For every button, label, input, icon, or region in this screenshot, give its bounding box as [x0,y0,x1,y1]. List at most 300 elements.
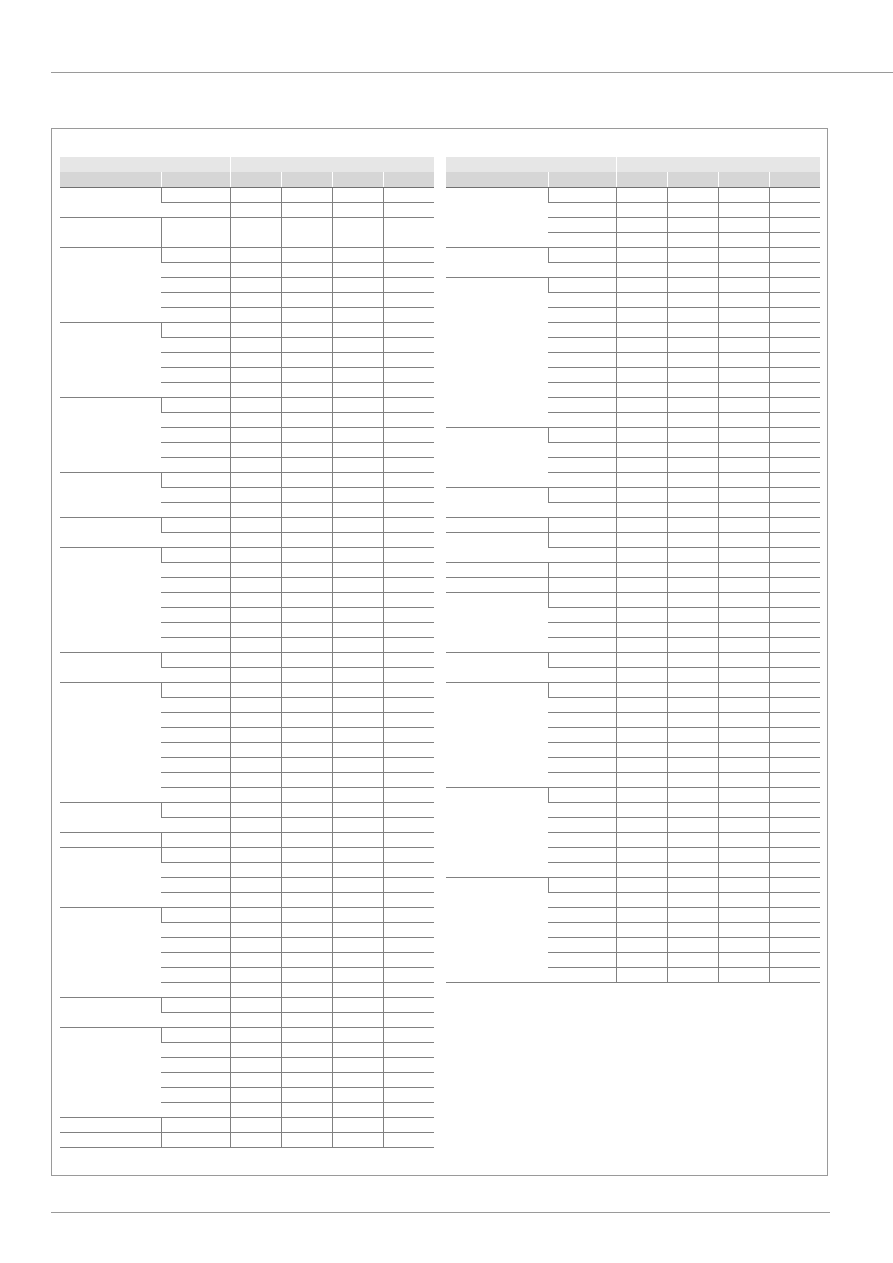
table-cell [548,577,616,592]
table-cell [667,322,718,337]
table-cell [383,547,434,562]
table-cell [548,367,616,382]
table-cell [616,772,667,787]
table-cell [281,832,332,847]
table-cell [161,382,230,397]
table-row [446,187,820,202]
table-cell [769,307,820,322]
table-right [446,157,820,983]
table-cell [230,457,281,472]
table-cell [161,847,230,862]
header-row-columns [60,172,434,187]
table-cell [769,322,820,337]
header-group-cell [446,157,616,172]
table-cell [718,802,769,817]
table-cell [616,247,667,262]
table-cell [383,277,434,292]
table-cell [769,862,820,877]
table-row [60,1027,434,1042]
table-cell [161,517,230,532]
table-cell [548,907,616,922]
table-cell [281,1117,332,1132]
table-cell [667,397,718,412]
table-cell [230,397,281,412]
table-cell [548,457,616,472]
table-cell [616,577,667,592]
table-cell [332,517,383,532]
table-cell [281,547,332,562]
table-cell [769,592,820,607]
table-row [446,787,820,802]
table-cell [769,352,820,367]
table-cell [161,937,230,952]
table-cell [548,307,616,322]
table-cell [548,787,616,802]
table-cell [332,607,383,622]
table-cell [769,802,820,817]
table-cell [332,922,383,937]
table-cell [548,292,616,307]
table-cell [230,622,281,637]
table-cell [332,487,383,502]
table-cell [718,697,769,712]
table-cell [161,292,230,307]
table-cell [616,862,667,877]
table-cell [769,187,820,202]
table-cell [230,727,281,742]
column-header [332,172,383,187]
table-cell [230,1102,281,1117]
table-cell [667,427,718,442]
table-cell [769,622,820,637]
table-cell [616,787,667,802]
table-cell [383,412,434,427]
table-cell [230,532,281,547]
table-cell [718,547,769,562]
group-label-cell [60,832,161,847]
table-cell [230,277,281,292]
header-group-cell [230,157,434,172]
table-cell [383,1072,434,1087]
table-cell [718,412,769,427]
table-cell [161,457,230,472]
table-cell [281,607,332,622]
table-row [60,1117,434,1132]
table-cell [718,457,769,472]
table-cell [383,982,434,997]
table-cell [332,982,383,997]
table-cell [281,712,332,727]
table-cell [281,1012,332,1027]
table-cell [332,187,383,202]
table-cell [548,652,616,667]
table-cell [281,457,332,472]
group-label-cell [60,217,161,247]
table-cell [548,832,616,847]
table-row [60,547,434,562]
table-cell [718,217,769,232]
table-cell [161,922,230,937]
table-cell [383,367,434,382]
table-cell [667,697,718,712]
table-cell [161,757,230,772]
group-label-cell [60,682,161,802]
table-cell [383,517,434,532]
table-cell [161,1042,230,1057]
table-cell [332,472,383,487]
table-cell [161,202,230,217]
table-cell [161,607,230,622]
table-cell [718,622,769,637]
column-header [616,172,667,187]
table-cell [548,427,616,442]
table-cell [667,277,718,292]
table-cell [383,727,434,742]
table-cell [332,322,383,337]
group-label-cell [446,877,548,982]
table-cell [718,787,769,802]
table-cell [161,262,230,277]
table-cell [332,292,383,307]
table-cell [769,832,820,847]
table-cell [548,607,616,622]
table-cell [281,472,332,487]
table-cell [616,622,667,637]
table-cell [616,382,667,397]
table-cell [667,862,718,877]
table-cell [548,967,616,982]
table-cell [667,832,718,847]
table-cell [769,877,820,892]
table-cell [161,1087,230,1102]
table-cell [667,892,718,907]
group-label-cell [60,472,161,517]
table-cell [332,1087,383,1102]
table-body [60,187,434,1147]
table-row [60,322,434,337]
table-cell [161,817,230,832]
table-cell [281,1087,332,1102]
table-cell [230,472,281,487]
table-row [60,247,434,262]
table-cell [161,907,230,922]
table-cell [769,742,820,757]
table-cell [383,397,434,412]
table-cell [667,742,718,757]
table-cell [161,187,230,202]
table-cell [667,607,718,622]
table-cell [548,952,616,967]
table-cell [548,697,616,712]
table-cell [616,727,667,742]
table-cell [383,712,434,727]
table-cell [383,997,434,1012]
table-left [60,157,434,1148]
table-cell [332,382,383,397]
table-cell [332,997,383,1012]
table-cell [548,937,616,952]
table-cell [616,517,667,532]
table-cell [281,577,332,592]
table-cell [161,397,230,412]
table-cell [332,337,383,352]
table-cell [667,382,718,397]
header-row-top [60,157,434,172]
table-row [446,577,820,592]
table-cell [616,352,667,367]
table-cell [230,1042,281,1057]
table-cell [616,952,667,967]
table-cell [332,652,383,667]
table-row [60,682,434,697]
table-cell [281,622,332,637]
table-cell [230,607,281,622]
table-cell [230,487,281,502]
table-cell [281,442,332,457]
table-cell [383,262,434,277]
table-cell [230,652,281,667]
table-cell [616,817,667,832]
table-cell [383,1132,434,1147]
table-cell [548,517,616,532]
table-cell [616,937,667,952]
table-cell [332,817,383,832]
table-cell [383,1057,434,1072]
column-header [446,172,548,187]
table-cell [548,472,616,487]
table-cell [718,562,769,577]
table-cell [769,607,820,622]
table-cell [769,232,820,247]
table-cell [230,802,281,817]
table-cell [548,277,616,292]
table-cell [769,292,820,307]
table-cell [548,667,616,682]
header-row-top [446,157,820,172]
table-cell [332,772,383,787]
table-cell [383,1087,434,1102]
table-cell [383,532,434,547]
group-label-cell [446,517,548,532]
table-cell [161,787,230,802]
table-cell [332,577,383,592]
table-cell [281,952,332,967]
table-cell [667,502,718,517]
table-cell [383,382,434,397]
table-cell [332,637,383,652]
table-cell [281,1057,332,1072]
table-cell [667,517,718,532]
table-cell [548,382,616,397]
table-cell [718,652,769,667]
table-cell [667,532,718,547]
table-cell [383,187,434,202]
table-row [60,997,434,1012]
table-cell [230,367,281,382]
table-cell [616,202,667,217]
table-cell [281,517,332,532]
table-cell [769,757,820,772]
table-cell [718,187,769,202]
group-label-cell [446,682,548,787]
table-cell [281,367,332,382]
table-cell [667,547,718,562]
table-cell [161,1117,230,1132]
table-cell [332,1102,383,1117]
group-label-cell [60,1027,161,1117]
table-cell [230,337,281,352]
table-cell [548,622,616,637]
table-cell [230,877,281,892]
table-cell [616,922,667,937]
table-cell [332,1012,383,1027]
table-cell [230,937,281,952]
table-cell [667,952,718,967]
table-cell [161,487,230,502]
table-row [446,487,820,502]
table-cell [667,652,718,667]
group-label-cell [60,397,161,472]
table-cell [383,307,434,322]
table-cell [667,682,718,697]
table-cell [332,682,383,697]
table-cell [667,667,718,682]
table-cell [281,1132,332,1147]
column-header [230,172,281,187]
table-cell [161,727,230,742]
table-cell [769,697,820,712]
table-cell [230,847,281,862]
group-label-cell [60,247,161,322]
table-cell [161,622,230,637]
table-cell [230,787,281,802]
table-cell [667,577,718,592]
table-cell [230,307,281,322]
table-cell [332,712,383,727]
table-cell [281,592,332,607]
table-cell [281,862,332,877]
table-cell [281,772,332,787]
table-cell [769,547,820,562]
table-cell [718,292,769,307]
table-cell [383,457,434,472]
table-body [446,187,820,982]
table-cell [161,982,230,997]
table-cell [332,592,383,607]
table-cell [281,382,332,397]
table-cell [616,892,667,907]
table-cell [332,787,383,802]
table-cell [383,442,434,457]
table-row [446,652,820,667]
table-cell [281,187,332,202]
table-cell [548,547,616,562]
table-cell [667,187,718,202]
table-cell [230,1057,281,1072]
table-cell [332,832,383,847]
table-cell [718,337,769,352]
table-cell [161,562,230,577]
table-cell [667,202,718,217]
table-cell [616,802,667,817]
table-cell [383,592,434,607]
table-row [60,187,434,202]
table-cell [718,907,769,922]
table-cell [332,1057,383,1072]
table-cell [383,487,434,502]
table-cell [161,337,230,352]
table-cell [667,727,718,742]
table-cell [548,847,616,862]
table-cell [548,442,616,457]
table-cell [161,997,230,1012]
group-label-cell [446,787,548,877]
table-cell [769,442,820,457]
table-cell [769,682,820,697]
table-cell [769,787,820,802]
table-cell [548,892,616,907]
table-cell [718,937,769,952]
table-cell [667,472,718,487]
table-cell [616,217,667,232]
table-cell [383,1027,434,1042]
table-cell [548,862,616,877]
table-cell [230,682,281,697]
column-header [667,172,718,187]
table-cell [281,1027,332,1042]
group-label-cell [446,277,548,427]
table-cell [718,442,769,457]
table-cell [161,217,230,247]
table-cell [161,742,230,757]
table-cell [718,727,769,742]
table-cell [383,502,434,517]
table-row [60,802,434,817]
table-row [446,877,820,892]
group-label-cell [60,187,161,217]
table-cell [718,472,769,487]
group-label-cell [446,562,548,577]
table-cell [769,457,820,472]
table-cell [281,562,332,577]
table-cell [161,1057,230,1072]
table-cell [332,1072,383,1087]
table-cell [383,892,434,907]
table-cell [718,772,769,787]
table-cell [548,397,616,412]
table-cell [718,637,769,652]
column-header [383,172,434,187]
table-cell [332,937,383,952]
table-cell [332,202,383,217]
table-cell [161,307,230,322]
table-cell [332,307,383,322]
table-row [60,1132,434,1147]
table-cell [667,247,718,262]
table-cell [769,382,820,397]
table-cell [548,187,616,202]
table-cell [281,1072,332,1087]
table-cell [616,742,667,757]
table-cell [616,487,667,502]
table-cell [769,967,820,982]
table-cell [769,427,820,442]
table-cell [383,217,434,247]
table-cell [332,367,383,382]
table-cell [161,577,230,592]
table-cell [230,862,281,877]
table-cell [383,757,434,772]
